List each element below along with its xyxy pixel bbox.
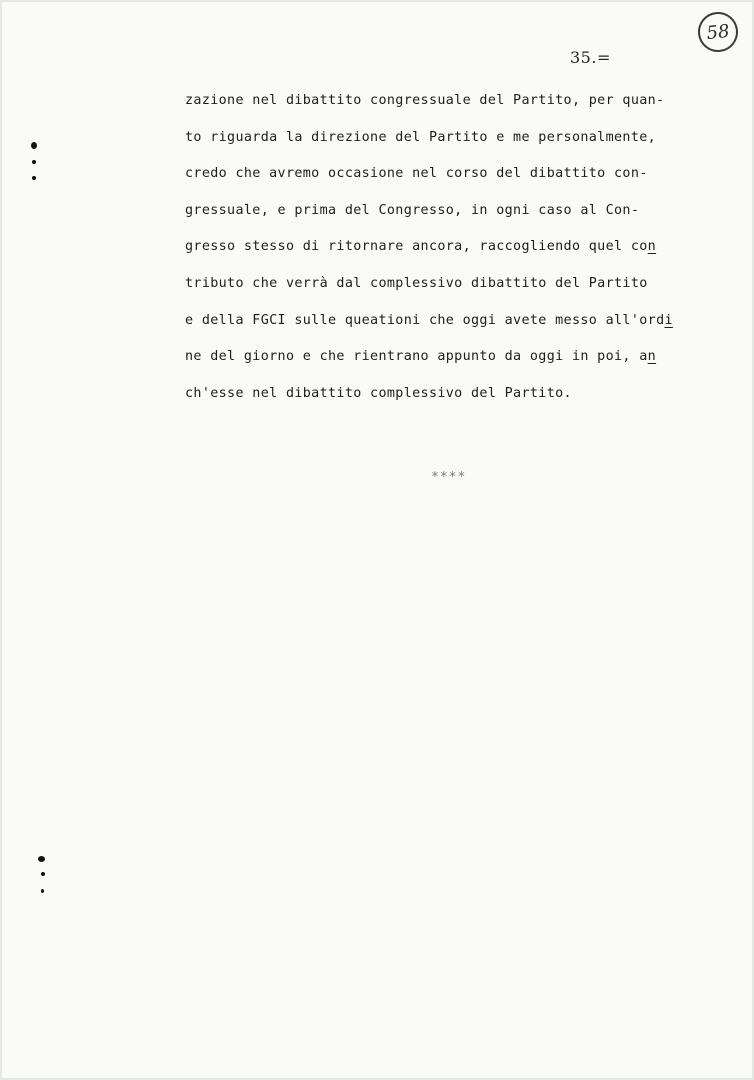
text-line: gressuale, e prima del Congresso, in ogni caso al Con- xyxy=(185,202,640,218)
binding-hole-mark xyxy=(41,889,44,893)
body-text xyxy=(185,90,725,419)
binding-hole-mark xyxy=(41,872,45,876)
archive-stamp xyxy=(696,10,740,54)
stamp-number: 58 xyxy=(705,20,731,44)
text-line: ch'esse nel dibattito complessivo del Partito. xyxy=(185,385,572,401)
text-line: gresso stesso di ritornare ancora, raccogliendo quel con xyxy=(185,239,657,255)
text-line: credo che avremo occasione nel corso del dibattito con- xyxy=(185,166,648,182)
page-number: 35.= xyxy=(570,48,611,67)
binding-hole-mark xyxy=(32,160,36,164)
text-line: e della FGCI sulle queationi che oggi avete messo all'ordi xyxy=(185,312,673,328)
text-line: to riguarda la direzione del Partito e me personalmente, xyxy=(185,129,657,145)
binding-hole-mark xyxy=(38,856,45,862)
text-line: ne del giorno e che rientrano appunto da oggi in poi, an xyxy=(185,349,657,365)
section-separator: **** xyxy=(431,470,467,485)
text-line: zazione nel dibattito congressuale del Partito, per quan- xyxy=(185,93,665,108)
binding-hole-mark xyxy=(31,142,37,149)
text-line: tributo che verrà dal complessivo dibattito del Partito xyxy=(185,275,648,291)
binding-hole-mark xyxy=(32,176,36,180)
